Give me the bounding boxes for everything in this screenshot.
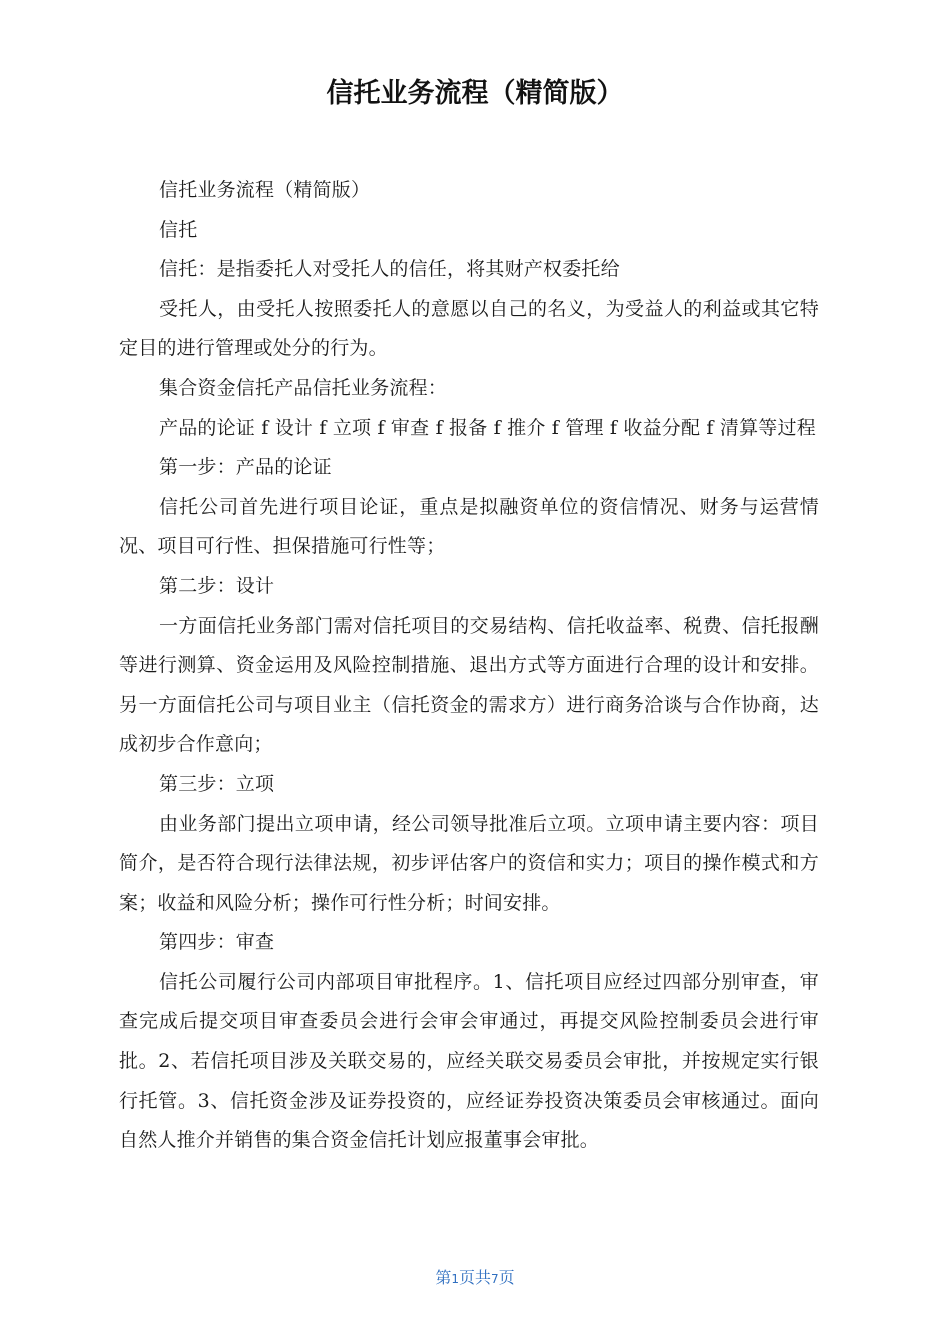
step-2-body: 一方面信托业务部门需对信托项目的交易结构、信托收益率、税费、信托报酬等进行测算、资金运用及风险控制措施、退出方式等方面进行合理的设计和安排。另一方面信托公司与项目业主（信托资金的需求方）进行商务洽谈与合作协商，达成初步合作意向； [119, 614, 819, 756]
footer-current-page: 1 [451, 1272, 459, 1286]
step-3-body: 由业务部门提出立项申请，经公司领导批准后立项。立项申请主要内容：项目简介，是否符合现行法律法规，初步评估客户的资信和实力；项目的操作模式和方案；收益和风险分析；操作可行性分析；时间安排。 [119, 812, 819, 914]
footer-suffix: 页 [498, 1268, 515, 1287]
paragraph-process-heading: 集合资金信托产品信托业务流程： [159, 376, 448, 399]
footer-prefix: 第 [435, 1268, 452, 1287]
step-3-heading: 第三步：立项 [159, 772, 275, 795]
step-4-heading: 第四步：审查 [159, 931, 275, 954]
paragraph-definition-cont: 受托人，由受托人按照委托人的意愿以自己的名义，为受益人的利益或其它特定目的进行管理或处分的行为。 [119, 297, 819, 360]
paragraph-subtitle: 信托业务流程（精简版） [159, 179, 371, 201]
paragraph-term: 信托 [159, 218, 198, 241]
step-4-body: 信托公司履行公司内部项目审批程序。1、信托项目应经过四部分别审查，审查完成后提交项目审查委员会进行会审会审通过，再提交风险控制委员会进行审批。2、若信托项目涉及关联交易的，应经关联交易委员会审批，并按规定实行银行托管。3、信托资金涉及证券投资的，应经证券投资决策委员会审核通过。面向自然人推介并销售的集合资金信托计划应报董事会审批。 [119, 970, 819, 1152]
footer-total-pages: 7 [491, 1272, 499, 1286]
step-2-heading: 第二步：设计 [159, 574, 275, 597]
footer-middle: 页共 [458, 1268, 491, 1287]
step-1-body: 信托公司首先进行项目论证，重点是拟融资单位的资信情况、财务与运营情况、项目可行性、担保措施可行性等； [119, 495, 819, 558]
step-1-heading: 第一步：产品的论证 [159, 456, 332, 479]
paragraph-definition: 信托：是指委托人对受托人的信任，将其财产权委托给 [159, 258, 620, 281]
page-footer [0, 1266, 950, 1291]
page-title: 信托业务流程（精简版） [326, 78, 624, 109]
document-body [119, 171, 819, 1161]
paragraph-process-flow: 产品的论证 f 设计 f 立项 f 审查 f 报备 f 推介 f 管理 f 收益分配 f 清算等过程 [159, 416, 816, 439]
